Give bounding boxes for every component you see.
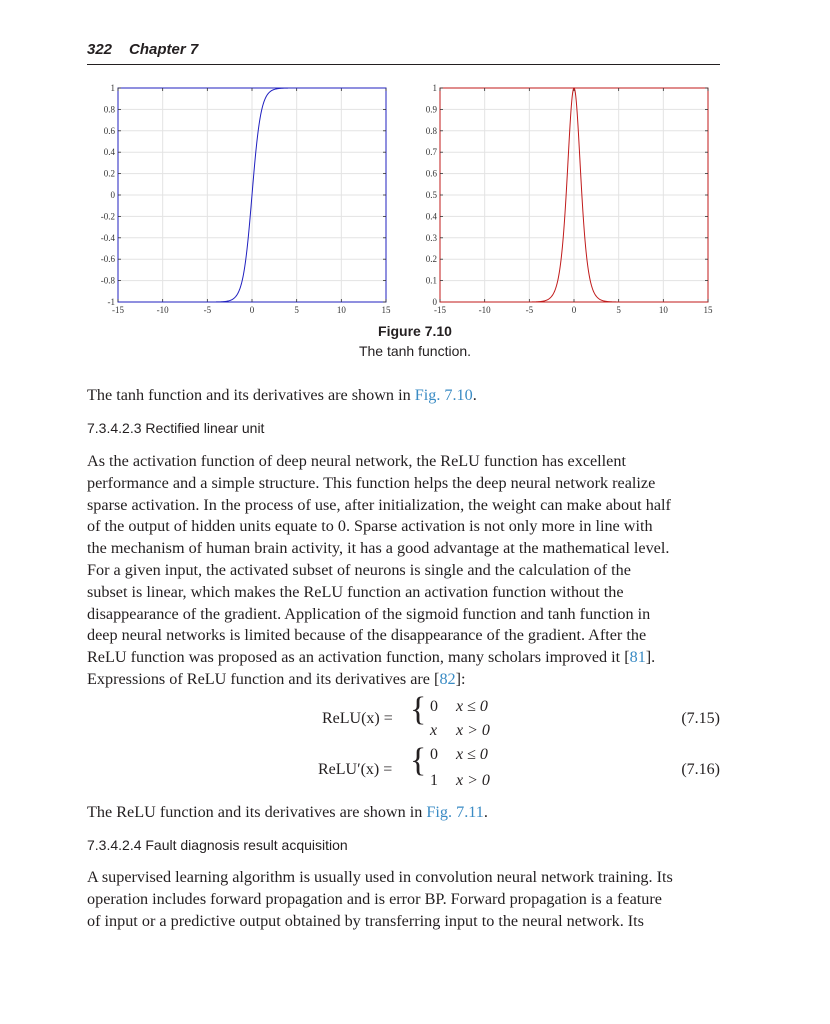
y-tick-label: -0.8: [100, 275, 115, 286]
y-tick-label: -0.2: [100, 211, 115, 222]
citation-link[interactable]: 81: [629, 648, 646, 667]
x-tick-label: -5: [203, 305, 212, 315]
tanh-derivative-chart: [425, 83, 713, 315]
y-tick-label: 0.9: [425, 104, 437, 115]
text-line: For a given input, the activated subset of neurons is single and the calculation of the: [87, 560, 631, 579]
text-line: of the output of hidden units equate to 0. Sparse activation is not only more in line with: [87, 517, 653, 536]
figure-label: Figure 7.10: [378, 323, 452, 339]
x-tick-label: 15: [703, 305, 713, 315]
x-tick-label: -15: [112, 305, 124, 315]
y-tick-label: 0.2: [425, 254, 437, 265]
y-tick-label: 0.8: [425, 125, 437, 136]
chapter-title: Chapter 7: [129, 41, 199, 58]
case-value: 0: [430, 698, 438, 715]
case-condition: x ≤ 0: [456, 746, 488, 763]
section-heading-fault-diagnosis: 7.3.4.2.4 Fault diagnosis result acquisition: [87, 837, 348, 853]
y-tick-label: 0.6: [103, 125, 115, 136]
case-value: 1: [430, 772, 438, 789]
text-line: sparse activation. In the process of use, after initialization, the weight can make about half: [87, 495, 671, 514]
text-line: A supervised learning algorithm is usually used in convolution neural network training. Its: [87, 868, 673, 886]
equation-lhs: ReLU′(x) =: [318, 761, 393, 778]
text-line: performance and a simple structure. This function helps the deep neural network realize: [87, 473, 656, 492]
y-tick-label: 0.4: [103, 147, 115, 158]
text-line: subset is linear, which makes the ReLU function an activation function without the: [87, 582, 624, 601]
x-tick-label: -5: [525, 305, 534, 315]
paragraph-relu-fig-ref: The ReLU function and its derivatives are shown in Fig. 7.11.: [87, 803, 488, 821]
paragraph-supervised: [87, 867, 719, 932]
y-tick-label: 0.3: [425, 232, 437, 243]
tanh-chart: [100, 83, 391, 315]
y-tick-label: 0: [110, 190, 115, 200]
y-tick-label: 0.8: [103, 104, 115, 115]
text-line: As the activation function of deep neural network, the ReLU function has excellent: [87, 452, 626, 470]
citation-link[interactable]: 82: [439, 669, 456, 688]
y-tick-label: 0.6: [425, 168, 437, 179]
section-heading-relu: 7.3.4.2.3 Rectified linear unit: [87, 420, 265, 436]
y-tick-label: 1: [432, 83, 437, 93]
y-tick-label: -0.6: [100, 254, 115, 265]
text-line: ReLU function was proposed as an activation function, many scholars improved it [81].: [87, 648, 656, 667]
text-line: deep neural networks is limited because of the disappearance of the gradient. After the: [87, 626, 647, 645]
equation-lhs: ReLU(x) =: [322, 710, 393, 727]
y-tick-label: -0.4: [100, 232, 115, 243]
case-condition: x > 0: [456, 722, 490, 739]
y-tick-label: 0.5: [425, 190, 437, 200]
figure-link[interactable]: Fig. 7.11: [426, 803, 484, 821]
y-tick-label: 0.7: [425, 147, 437, 158]
y-tick-label: 0.1: [425, 275, 437, 286]
x-tick-label: 5: [616, 305, 621, 315]
y-tick-label: 0.4: [425, 211, 437, 222]
x-tick-label: 0: [571, 305, 577, 315]
running-header: [87, 38, 720, 65]
x-tick-label: 10: [658, 305, 668, 315]
case-condition: x > 0: [456, 772, 490, 789]
text-line: of input or a predictive output obtained by transferring input to the neural network. Its: [87, 911, 644, 930]
x-tick-label: 15: [381, 305, 391, 315]
brace: {: [410, 691, 427, 728]
paragraph-fig-ref: The tanh function and its derivatives are shown in Fig. 7.10.: [87, 386, 477, 404]
x-tick-label: 5: [294, 305, 299, 315]
text-line: disappearance of the gradient. Application of the sigmoid function and tanh function in: [87, 604, 651, 623]
text-line: Expressions of ReLU function and its derivatives are [82]:: [87, 669, 466, 688]
brace: {: [410, 742, 427, 779]
case-value: 0: [430, 746, 438, 763]
y-tick-label: 0: [432, 297, 437, 307]
y-tick-label: -1: [107, 297, 115, 307]
equation-number: (7.15): [681, 710, 720, 727]
equation-number: (7.16): [681, 761, 720, 778]
text-line: operation includes forward propagation and is error BP. Forward propagation is a feature: [87, 889, 662, 908]
case-value: x: [430, 722, 438, 739]
x-tick-label: -10: [478, 305, 491, 315]
y-tick-label: 1: [110, 83, 115, 93]
text-line: the mechanism of human brain activity, it has a good advantage at the mathematical level.: [87, 539, 670, 558]
page-number: 322: [87, 41, 113, 58]
y-tick-label: 0.2: [103, 168, 115, 179]
x-tick-label: 0: [249, 305, 255, 315]
x-tick-label: -15: [434, 305, 446, 315]
figure-link[interactable]: Fig. 7.10: [414, 386, 473, 404]
x-tick-label: -10: [156, 305, 169, 315]
x-tick-label: 10: [336, 305, 346, 315]
case-condition: x ≤ 0: [456, 698, 488, 715]
paragraph-relu: [87, 451, 719, 691]
figure-caption: The tanh function.: [358, 343, 472, 359]
